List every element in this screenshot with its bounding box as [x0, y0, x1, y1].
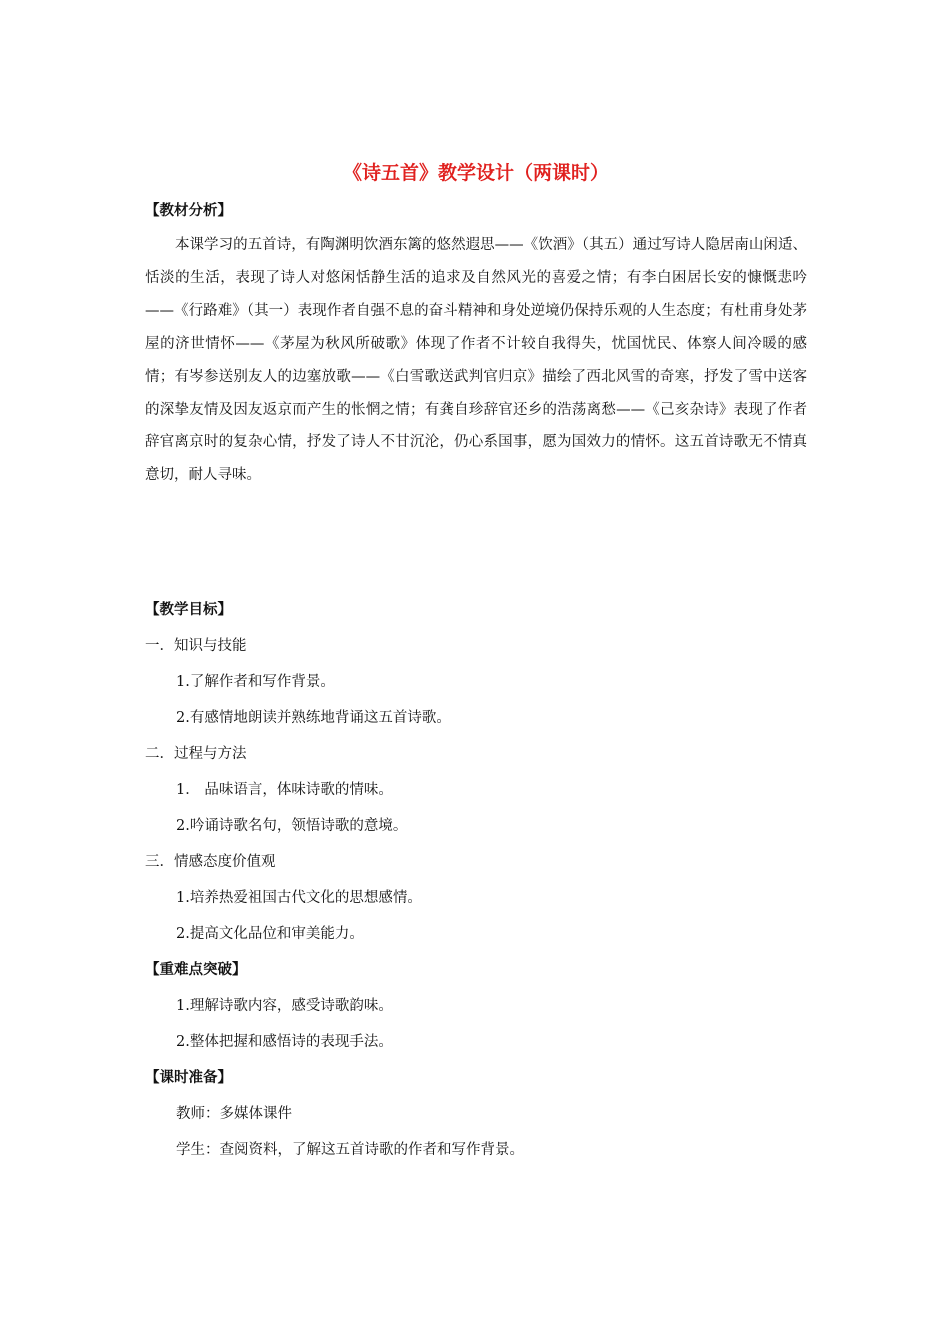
preparation-item: 学生：查阅资料，了解这五首诗歌的作者和写作背景。	[176, 1142, 524, 1158]
goal-item: 2.吟诵诗歌名句，领悟诗歌的意境。	[176, 818, 408, 834]
goal-part-title: 二．过程与方法	[145, 746, 247, 762]
section-heading-preparation: 【课时准备】	[145, 1070, 232, 1086]
section-heading-analysis: 【教材分析】	[145, 203, 232, 219]
key-point-item: 1.理解诗歌内容，感受诗歌韵味。	[176, 998, 393, 1014]
key-point-item: 2.整体把握和感悟诗的表现手法。	[176, 1034, 393, 1050]
goal-item: 1.培养热爱祖国古代文化的思想感情。	[176, 890, 422, 906]
goal-part-title: 三．情感态度价值观	[145, 854, 276, 870]
section-heading-key-points: 【重难点突破】	[145, 962, 247, 978]
goal-item: 2.有感情地朗读并熟练地背诵这五首诗歌。	[176, 710, 451, 726]
preparation-item: 教师：多媒体课件	[176, 1106, 292, 1122]
goal-item: 2.提高文化品位和审美能力。	[176, 926, 364, 942]
document-title: 《诗五首》教学设计（两课时）	[342, 162, 609, 184]
analysis-paragraph: 本课学习的五首诗，有陶渊明饮酒东篱的悠然遐思——《饮酒》（其五）通过写诗人隐居南山闲适、恬淡的生活，表现了诗人对悠闲恬静生活的追求及自然风光的喜爱之情；有李白困居长安的慷慨悲吟——《行路难》（其一）表现作者自强不息的奋斗精神和身处逆境仍保持乐观的人生态度；有杜甫身处茅屋的济世情怀——《茅屋为秋风所破歌》体现了作者不计较自我得失，忧国忧民、体察人间冷暖的感情；有岑参送别友人的边塞放歌——《白雪歌送武判官归京》描绘了西北风雪的奇寒，抒发了雪中送客的深挚友情及因友返京而产生的怅惘之情；有龚自珍辞官还乡的浩荡离愁——《己亥杂诗》表现了作者辞官离京时的复杂心情，抒发了诗人不甘沉沦，仍心系国事，愿为国效力的情怀。这五首诗歌无不情真意切，耐人寻味。	[145, 237, 807, 484]
section-heading-goals: 【教学目标】	[145, 602, 232, 618]
goal-item: 1． 品味语言，体味诗歌的情味。	[176, 782, 393, 798]
goal-part-title: 一．知识与技能	[145, 638, 247, 654]
goal-item: 1.了解作者和写作背景。	[176, 674, 335, 690]
